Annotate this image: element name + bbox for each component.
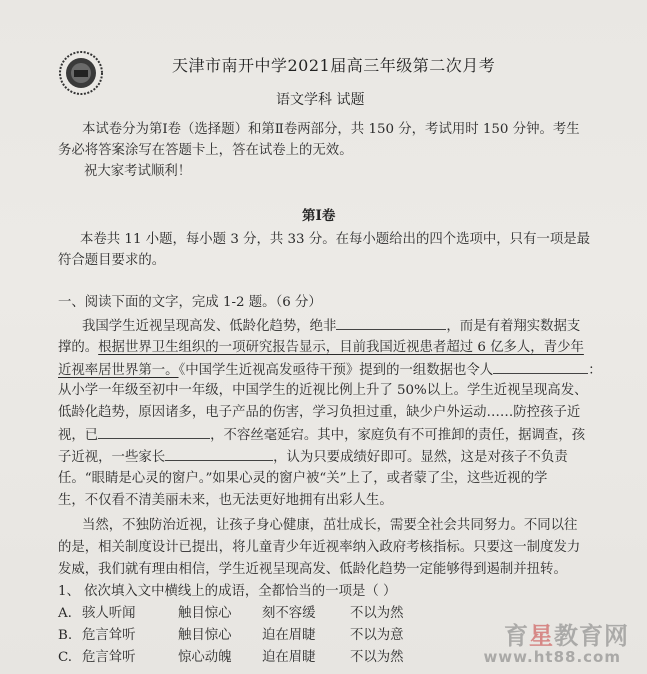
option-word: 危言耸听: [82, 628, 136, 643]
watermark-text: 星: [529, 622, 554, 650]
option-word: 危言耸听: [82, 650, 136, 665]
passage-line: 生，不仅看不清美丽未来，也无法更好地拥有出彩人生。: [58, 493, 393, 508]
option-letter: A.: [58, 606, 72, 621]
passage-line: 的是，相关制度设计已提出，将儿童青少年近视率纳入政府考核指标。只要这一制度发力: [58, 540, 581, 555]
option-word: 不以为然: [350, 606, 404, 621]
option-word: 不以为意: [350, 628, 404, 643]
passage-text: 子近视，一些家长: [58, 450, 166, 465]
section-heading: 第Ⅰ卷: [302, 208, 336, 224]
watermark-text: 教育网: [554, 622, 629, 650]
watermark-url: www.ht88.com: [483, 648, 621, 666]
passage-line: [58, 338, 584, 358]
underlined-sentence: 近视率居世界第一。: [58, 363, 179, 378]
passage-text: ，认为只要成绩好即可。显然，这是对孩子不负责: [273, 450, 568, 465]
section-line-1: 本卷共 11 小题，每小题 3 分，共 33 分。在每小题给出的四个选项中，只有一项是最: [80, 232, 591, 247]
school-emblem-icon: [58, 50, 104, 96]
part-heading: 一、阅读下面的文字，完成 1-2 题。（6 分）: [58, 295, 322, 310]
fill-blank: [98, 425, 210, 439]
passage-line: 任。“眼睛是心灵的窗户。”如果心灵的窗户被“关”上了，或者蒙了尘，这些近视的学: [58, 471, 548, 486]
option-word: 迫在眉睫: [262, 628, 316, 643]
passage-line: [58, 360, 602, 381]
option-word: 刻不容缓: [262, 606, 316, 621]
passage-line: 发威，我们就有理由相信，学生近视呈现高发、低龄化趋势一定能够得到遏制并扭转。: [58, 562, 567, 577]
option-word: 不以为然: [350, 650, 404, 665]
option-letter: B.: [58, 628, 73, 643]
exam-subtitle: 语文学科 试题: [276, 92, 365, 108]
section-line-2: 符合题目要求的。: [58, 253, 166, 268]
fill-blank: [336, 316, 446, 330]
fill-blank: [165, 447, 273, 461]
option-word: 骇人听闻: [82, 606, 136, 621]
option-word: 惊心动魄: [178, 650, 232, 665]
passage-line: [58, 425, 585, 446]
passage-line: 低龄化趋势，原因诸多，电子产品的伤害，学习负担过重，缺少户外运动……防控孩子近: [58, 405, 581, 420]
passage-line: [58, 447, 568, 468]
passage-text: 我国学生近视呈现高发、低龄化趋势，绝非: [82, 319, 337, 334]
passage-line: 当然，不独防治近视，让孩子身心健康，茁壮成长，需要全社会共同努力。不同以往: [82, 518, 578, 533]
question-stem: 1、 依次填入文中横线上的成语，全都恰当的一项是（ ）: [58, 584, 397, 599]
watermark-brand: [504, 616, 629, 651]
passage-line: 从小学一年级至初中一年级，中国学生的近视比例上升了 50%以上。学生近视呈现高发、: [58, 383, 588, 398]
passage-text: 《中国学生近视高发亟待干预》提到的一组数据也令人: [178, 363, 494, 378]
passage-text: ，而是有着翔实数据支: [446, 319, 581, 334]
exam-title: 天津市南开中学2021届高三年级第二次月考: [172, 56, 496, 75]
passage-line: [82, 316, 580, 337]
option-word: 迫在眉睫: [262, 650, 316, 665]
intro-line-1: 本试卷分为第Ⅰ卷（选择题）和第Ⅱ卷两部分，共 150 分，考试用时 150 分钟。考生: [82, 122, 580, 137]
intro-line-3: 祝大家考试顺利！: [84, 164, 192, 179]
fill-blank: [493, 360, 588, 374]
watermark-text: 育: [504, 622, 529, 650]
intro-line-2: 务必将答案涂写在答题卡上，答在试卷上的无效。: [58, 143, 353, 158]
option-word: 触目惊心: [178, 606, 232, 621]
passage-text: ：: [588, 363, 602, 378]
passage-text: 撑的。: [58, 340, 99, 355]
option-letter: C.: [58, 650, 73, 665]
underlined-sentence: 根据世界卫生组织的一项研究报告显示，目前我国近视患者超过 6 亿多人，青少年: [98, 340, 584, 355]
passage-text: ，不容丝毫延宕。其中，家庭负有不可推卸的责任，据调查，孩: [210, 428, 586, 443]
option-word: 触目惊心: [178, 628, 232, 643]
passage-text: 视，已: [58, 428, 99, 443]
